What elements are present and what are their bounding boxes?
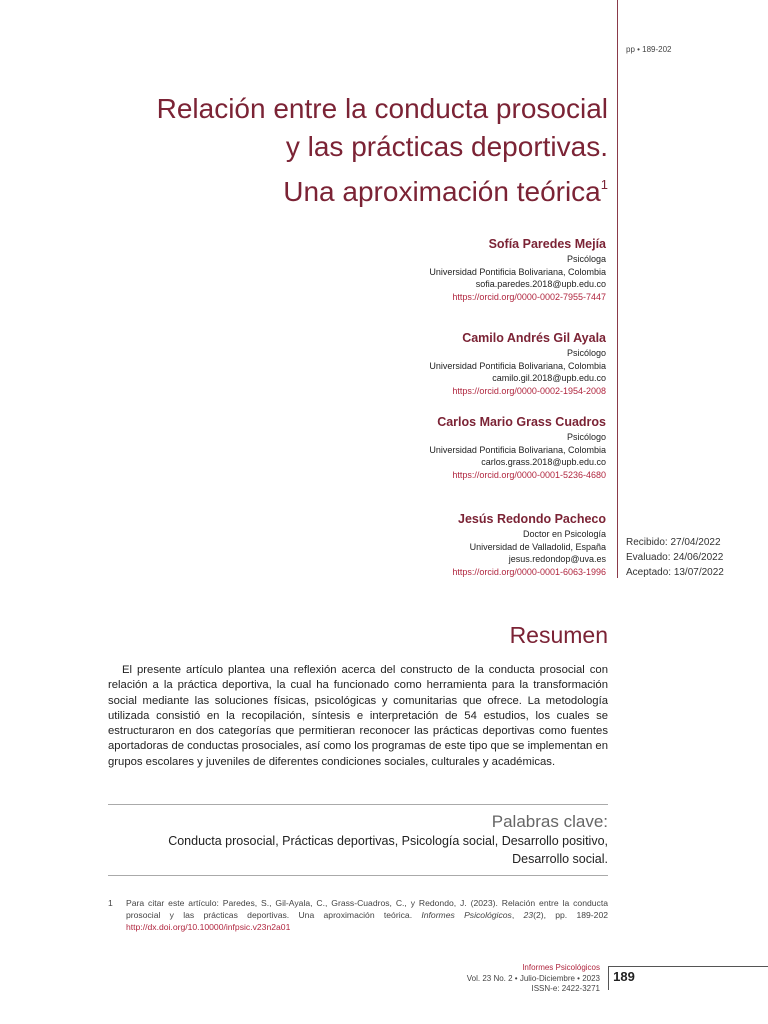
page-footer bbox=[467, 963, 600, 995]
author-affiliation: Universidad de Valladolid, España bbox=[469, 541, 606, 552]
abstract-heading: Resumen bbox=[509, 622, 608, 648]
author-orcid-link[interactable]: https://orcid.org/0000-0001-5236-4680 bbox=[452, 469, 606, 480]
author-name: Jesús Redondo Pacheco bbox=[458, 512, 606, 526]
author-name: Carlos Mario Grass Cuadros bbox=[437, 415, 606, 429]
author-orcid-link[interactable]: https://orcid.org/0000-0001-6063-1996 bbox=[452, 566, 606, 577]
keywords-line-2: Desarrollo social. bbox=[512, 852, 608, 866]
author-role: Doctor en Psicología bbox=[522, 529, 606, 539]
author-block bbox=[186, 512, 606, 578]
author-block bbox=[186, 331, 606, 397]
footnote-pages: pp. 189-202 bbox=[555, 910, 609, 920]
title-line-3 bbox=[157, 166, 608, 211]
date-evaluated: Evaluado: 24/06/2022 bbox=[626, 552, 724, 563]
submission-dates bbox=[626, 535, 724, 580]
title-line-1: Relación entre la conducta prosocial bbox=[156, 93, 608, 124]
footnote-number: 1 bbox=[108, 898, 113, 908]
footnote-doi-link[interactable]: http://dx.doi.org/10.10000/infpsic.v23n2a01 bbox=[126, 922, 291, 932]
keywords-line-1: Conducta prosocial, Prácticas deportivas, Psicología social, Desarrollo positivo, bbox=[168, 834, 608, 848]
author-role: Psicóloga bbox=[566, 254, 606, 264]
abstract-text: El presente artículo plantea una reflexión acerca del constructo de la conducta prosocial con relación a la práctica deportiva, la cual ha funcionado como herramienta para la transformación social mediante las soluciones físicas, psicológicas y comunitarias que ofrece. La metodología utilizada consistió en la recopilación, síntesis e interpretación de 54 estudios, los cuales se estructuraron en dos categorías que permitieran reconocer las prácticas deportivas como fuentes aportadoras de conductas prosociales, así como los programas de este tipo que se implementan en grupos escolares y juveniles de diferentes condiciones sociales, culturales y académicas. bbox=[108, 664, 608, 768]
footnote-volume: 23 bbox=[523, 910, 534, 920]
keywords-list bbox=[108, 832, 608, 868]
author-email[interactable]: carlos.grass.2018@upb.edu.co bbox=[481, 457, 606, 467]
title-footnote-mark: 1 bbox=[600, 177, 608, 192]
author-orcid-link[interactable]: https://orcid.org/0000-0002-1954-2008 bbox=[452, 385, 606, 396]
author-email[interactable]: camilo.gil.2018@upb.edu.co bbox=[492, 373, 606, 383]
footnote-citation: Para citar este artículo: Paredes, S., Gil-Ayala, C., Grass-Cuadros, C., y Redondo, J. (2023). Relación entre la conducta prosocial y las prácticas deportivas. Una aproximación teórica. bbox=[126, 898, 608, 920]
citation-footnote bbox=[108, 897, 608, 933]
article-title bbox=[157, 90, 608, 211]
author-role: Psicólogo bbox=[566, 348, 606, 358]
author-affiliation: Universidad Pontificia Bolivariana, Colombia bbox=[429, 444, 606, 455]
author-orcid-link[interactable]: https://orcid.org/0000-0002-7955-7447 bbox=[452, 291, 606, 302]
author-email[interactable]: jesus.redondop@uva.es bbox=[508, 554, 606, 564]
author-affiliation: Universidad Pontificia Bolivariana, Colombia bbox=[429, 360, 606, 371]
title-line-2: y las prácticas deportivas. bbox=[285, 131, 608, 162]
keywords-bottom-rule bbox=[108, 875, 608, 876]
footnote-journal: Informes Psicológicos bbox=[421, 910, 512, 920]
author-role: Psicólogo bbox=[566, 432, 606, 442]
footnote-body: Para citar este artículo: Paredes, S., Gil-Ayala, C., Grass-Cuadros, C., y Redondo, J. (2023). Relación entre la conducta prosocial y las prácticas deportivas. Una aproximación teórica. Informes Psicológicos, 23(2), pp. 189-202 http://dx.doi.org/10.10000/infpsic.v23n2a01 bbox=[126, 898, 609, 932]
page-range: pp • 189-202 bbox=[626, 45, 672, 54]
title-line-3-text: Una aproximación teórica bbox=[283, 176, 601, 207]
keywords-top-rule bbox=[108, 804, 608, 805]
page-number: 189 bbox=[608, 966, 639, 990]
date-received: Recibido: 27/04/2022 bbox=[626, 537, 721, 548]
date-accepted: Aceptado: 13/07/2022 bbox=[626, 567, 724, 578]
footer-issue: Vol. 23 No. 2 • Julio-Diciembre • 2023 bbox=[466, 973, 600, 983]
footer-issn: ISSN-e: 2422-3271 bbox=[531, 984, 600, 993]
keywords-label: Palabras clave: bbox=[491, 812, 608, 831]
footnote-issue: (2), bbox=[533, 910, 546, 920]
author-email[interactable]: sofia.paredes.2018@upb.edu.co bbox=[475, 279, 606, 289]
author-name: Camilo Andrés Gil Ayala bbox=[462, 331, 606, 345]
author-affiliation: Universidad Pontificia Bolivariana, Colombia bbox=[429, 266, 606, 277]
author-block bbox=[186, 415, 606, 481]
footer-journal: Informes Psicológicos bbox=[522, 963, 600, 972]
author-block bbox=[186, 237, 606, 303]
header-rule bbox=[617, 0, 618, 578]
author-name: Sofía Paredes Mejía bbox=[488, 237, 606, 251]
